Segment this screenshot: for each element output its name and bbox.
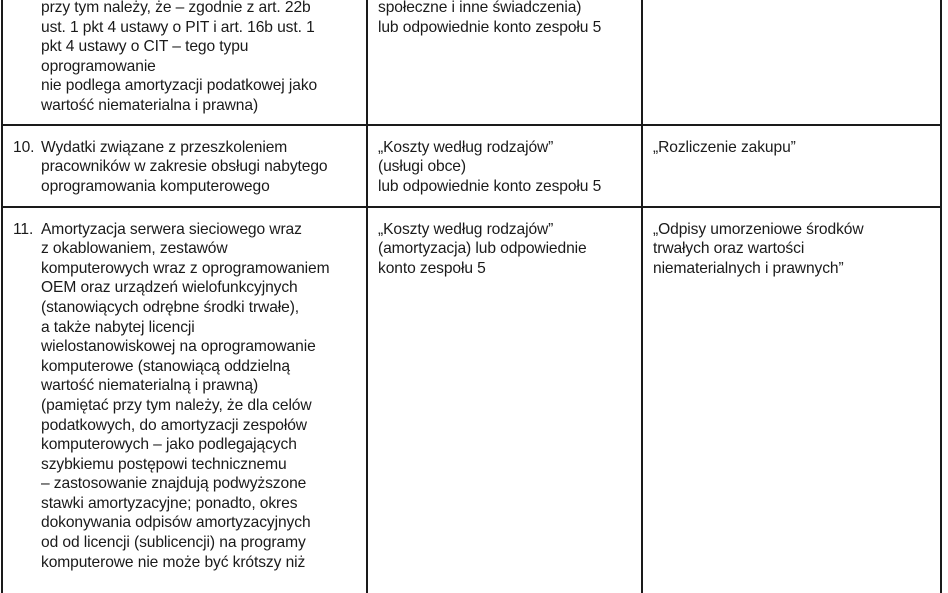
- entry-description: Wydatki związane z przeszkoleniem pracowników w zakresie obsługi nabytego oprogramowania komputerowego: [41, 138, 328, 195]
- entry-number: 10.: [13, 138, 35, 156]
- credit-account-cell: [642, 207, 941, 593]
- debit-account-cell: [367, 125, 642, 207]
- accounting-entries-table: [1, 0, 942, 593]
- description-cell: [2, 207, 367, 593]
- table-row: [2, 125, 941, 207]
- debit-account: społeczne i inne świadczenia) lub odpowiednie konto zespołu 5: [378, 0, 602, 36]
- debit-account-cell: [367, 0, 642, 125]
- credit-account-cell: [642, 0, 941, 125]
- entry-number: 11.: [13, 220, 34, 238]
- debit-account-cell: [367, 207, 642, 593]
- debit-account: „Koszty według rodzajów” (amortyzacja) lub odpowiednie konto zespołu 5: [378, 220, 587, 277]
- credit-account-cell: [642, 125, 941, 207]
- credit-account: „Rozliczenie zakupu”: [653, 138, 796, 156]
- entry-description: przy tym należy, że – zgodnie z art. 22b ust. 1 pkt 4 ustawy o PIT i art. 16b ust. 1 pkt 4 ustawy o CIT – tego typu oprogramowanie nie podlega amortyzacji podatkowej jako wartość niematerialna i prawna): [41, 0, 318, 114]
- table-row: [2, 0, 941, 125]
- entry-description: Amortyzacja serwera sieciowego wraz z okablowaniem, zestawów komputerowych wraz z oprogramowaniem OEM oraz urządzeń wielofunkcyjnych (stanowiących odrębne środki trwałe), a także nabytej licencji wielostanowiskowej na oprogramowanie komputerowe (stanowiącą oddzielną wartość niematerialną i prawną) (pamiętać przy tym należy, że dla celów podatkowych, do amortyzacji zespołów komputerowych – jako podlegających szybkiemu postępowi technicznemu – zastosowanie znajdują podwyższone stawki amortyzacyjne; ponadto, okres dokonywania odpisów amortyzacyjnych od od licencji (sublicencji) na programy komputerowe nie może być krótszy niż: [41, 220, 330, 571]
- description-cell: [2, 0, 367, 125]
- table-row: [2, 207, 941, 593]
- description-cell: [2, 125, 367, 207]
- debit-account: „Koszty według rodzajów” (usługi obce) lub odpowiednie konto zespołu 5: [378, 138, 602, 195]
- credit-account: „Odpisy umorzeniowe środków trwałych oraz wartości niematerialnych i prawnych”: [653, 220, 864, 277]
